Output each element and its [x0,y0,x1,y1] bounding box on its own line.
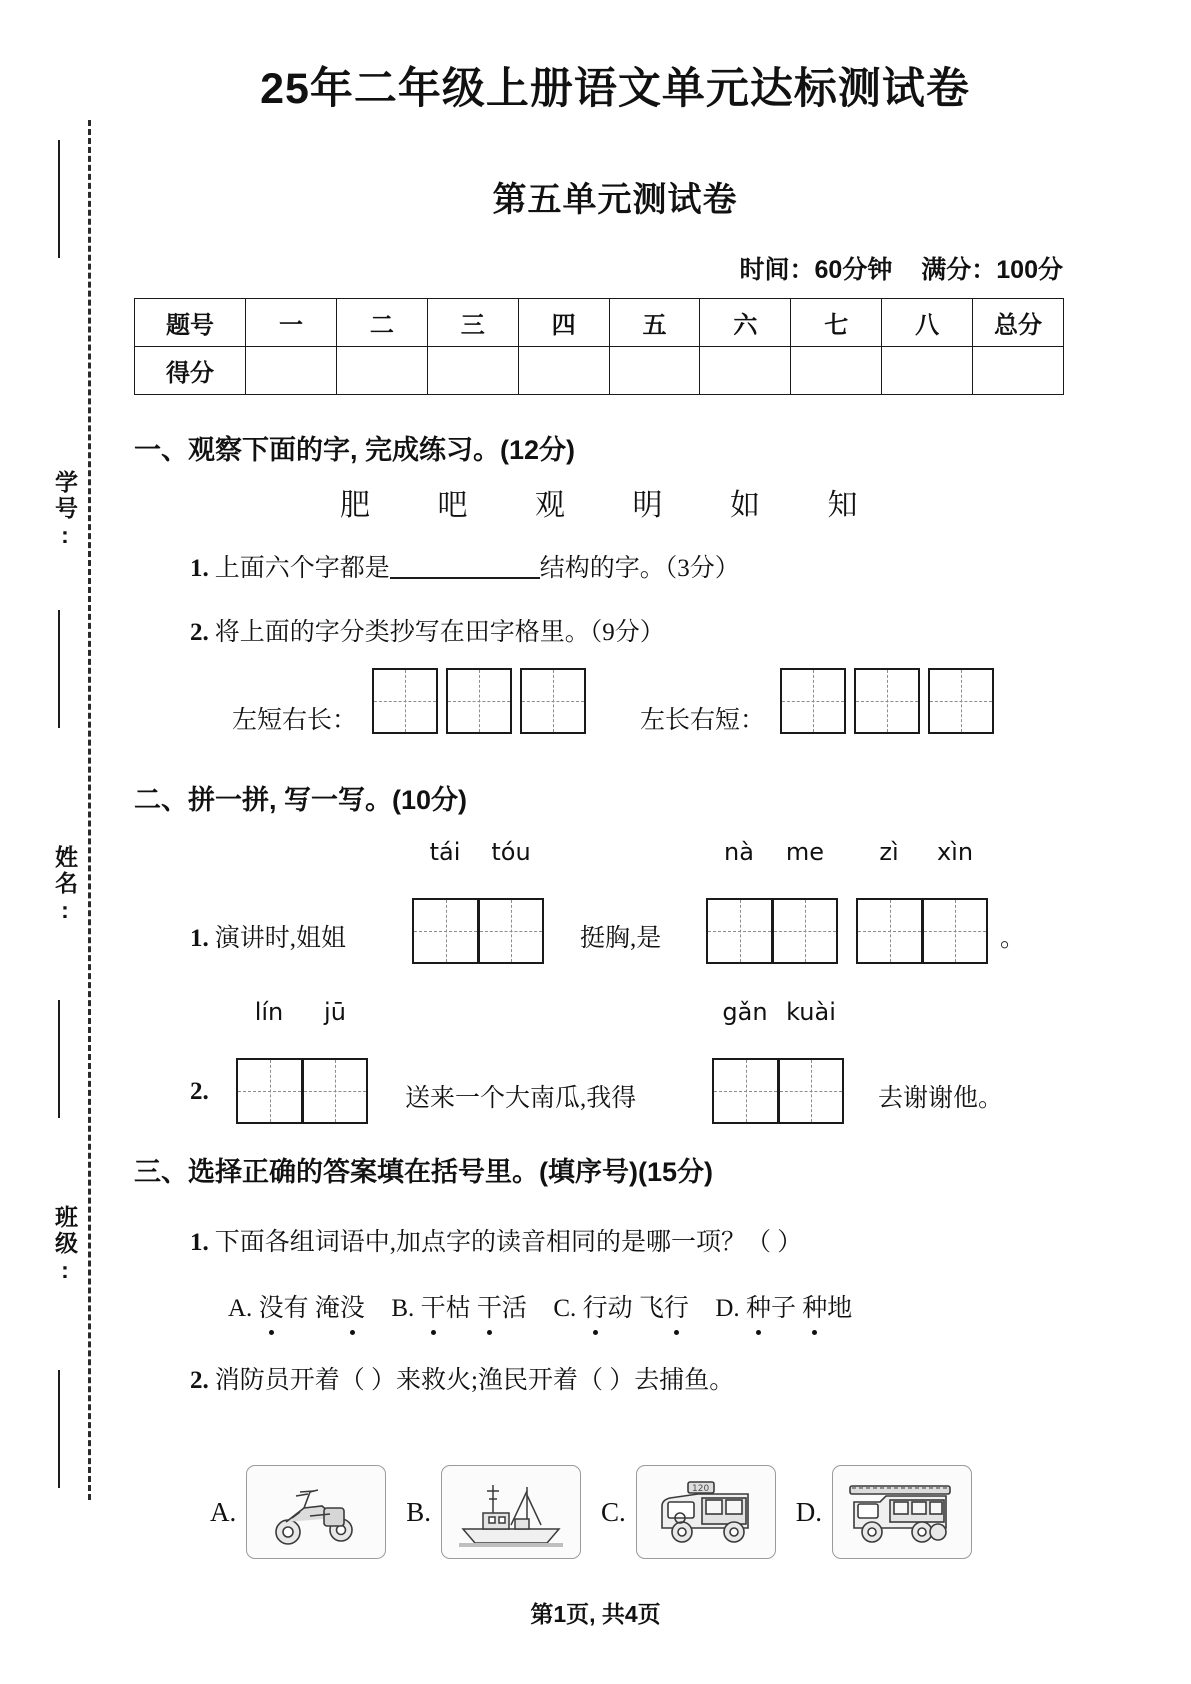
question-text: 送来一个大南瓜,我得 [405,1085,637,1112]
picture-option-d[interactable] [796,1465,972,1559]
score-col-8: 八 [882,299,973,347]
page-title: 25年二年级上册语文单元达标测试卷 [260,65,970,113]
option-letter: D. [795,1496,823,1527]
student-name-label: 姓名: [52,845,78,926]
picture-options-row [210,1465,992,1559]
score-col-6: 六 [700,299,791,347]
question-text-before: 上面六个字都是 [214,555,390,582]
section-2-question-1-text-end [1000,918,1025,954]
pinyin-syllable: tái [429,838,461,866]
total-score-label: 满分：100分 [921,256,1063,284]
score-cell-5[interactable] [609,347,700,395]
pinyin-syllable: zì [879,838,899,866]
grid-label-left-long-right-short: 左长右短： [640,707,766,734]
score-col-1: 一 [246,299,337,347]
score-col-4: 四 [518,299,609,347]
tianzige-group-na-me[interactable] [706,898,838,964]
question-text: 。 [1000,925,1026,952]
option-letter: B. [391,1295,415,1322]
tianzige-cell[interactable] [772,898,838,964]
question-text: 将上面的字分类抄写在田字格里。（9分） [214,619,665,646]
table-row-scores [135,347,1064,395]
score-cell-4[interactable] [518,347,609,395]
margin-rule [58,610,60,728]
pinyin-syllable: gǎn [722,998,768,1026]
grid-label-left-short-right-long: 左短右长： [232,707,358,734]
fire-truck-card[interactable] [832,1465,972,1559]
char-5: 如 [730,489,762,522]
section-2-question-2-number [190,1078,215,1106]
score-cell-8[interactable] [882,347,973,395]
dotted-char: 没 [259,1288,284,1324]
score-cell-6[interactable] [700,347,791,395]
plain-char: 淹 [314,1295,340,1322]
pinyin-syllable: nà [724,838,754,866]
char-6: 知 [827,489,860,522]
pinyin-syllable: jū [324,998,346,1026]
pinyin-syllable: lín [254,998,284,1026]
pinyin-lin-ju [236,998,368,1026]
picture-option-c[interactable] [601,1465,776,1559]
tianzige-cell[interactable] [372,668,438,734]
tianzige-cell[interactable] [520,668,586,734]
student-id-label: 学号: [52,470,78,551]
score-cell-total[interactable] [973,347,1064,395]
tianzige-cell[interactable] [856,898,922,964]
dotted-char: 种 [746,1288,771,1324]
plain-char: 地 [827,1295,853,1322]
score-cell-2[interactable] [336,347,427,395]
plain-char: 子 [770,1295,796,1322]
answer-blank[interactable] [390,577,540,579]
section-1-question-1 [190,548,740,584]
question-number: 2. [190,1078,209,1105]
pinyin-zi-xin [856,838,988,866]
margin-rule [58,1370,60,1488]
pinyin-na-me [706,838,838,866]
question-text: 消防员开着（ ）来救火;渔民开着（ ）去捕鱼。 [214,1367,735,1394]
score-col-5: 五 [609,299,700,347]
question-text: 下面各组词语中,加点字的读音相同的是哪一项？（ ） [214,1229,803,1256]
pinyin-gan-kuai [712,998,844,1026]
pinyin-syllable: kuài [786,998,836,1026]
score-col-2: 二 [336,299,427,347]
pinyin-syllable: xìn [936,838,974,866]
section-2-question-1-text-start [190,918,346,954]
option-letter: C. [601,1496,626,1527]
plain-char: 活 [501,1295,527,1322]
option-c[interactable] [553,1295,695,1322]
row-header-score: 得分 [135,347,246,395]
option-b[interactable] [391,1295,533,1322]
tianzige-cell[interactable] [446,668,512,734]
tianzige-cell[interactable] [854,668,920,734]
time-limit-label: 时间：60分钟 [739,256,893,284]
question-number: 1. [190,1229,209,1256]
score-table [134,298,1064,395]
question-text: 去谢谢他。 [878,1085,1004,1112]
tianzige-cell[interactable] [780,668,846,734]
motorcycle-card[interactable] [246,1465,386,1559]
section-3-heading: 三、选择正确的答案填在括号里。(填序号)(15分) [134,1157,713,1187]
score-cell-1[interactable] [246,347,337,395]
tianzige-cell[interactable] [778,1058,844,1124]
tianzige-group-lin-ju[interactable] [236,1058,368,1124]
tianzige-cell[interactable] [478,898,544,964]
cut-dashed-line [88,120,91,1500]
table-row-question-numbers [135,299,1064,347]
question-number: 2. [190,1367,209,1394]
dotted-char: 种 [802,1288,827,1324]
option-letter: C. [553,1295,577,1322]
dotted-char: 没 [340,1288,365,1324]
tianzige-group-gan-kuai[interactable] [712,1058,844,1124]
plain-char: 有 [283,1295,309,1322]
dotted-char: 行 [664,1288,689,1324]
plain-char: 动 [607,1295,633,1322]
margin-rule [58,1000,60,1118]
char-4: 明 [632,489,665,522]
page-subtitle: 第五单元测试卷 [492,181,738,219]
tianzige-group-zi-xin[interactable] [856,898,988,964]
score-col-3: 三 [427,299,518,347]
question-number: 1. [190,925,209,952]
section-3-question-1-options [228,1288,852,1324]
option-a[interactable] [228,1295,371,1322]
fire-truck-icon [840,1472,964,1552]
tianzige-cell[interactable] [706,898,772,964]
dotted-char: 干 [421,1288,446,1324]
picture-option-b[interactable] [406,1465,581,1559]
student-class-label: 班级: [52,1205,78,1286]
fishing-boat-card[interactable] [441,1465,581,1559]
row-header-question-no: 题号 [135,299,246,347]
question-text: 演讲时,姐姐 [214,925,347,952]
section-1-heading: 一、观察下面的字, 完成练习。(12分) [134,435,576,465]
tianzige-group-left-long-right-short[interactable] [780,668,994,734]
tianzige-cell[interactable] [928,668,994,734]
tianzige-group-tai-tou[interactable] [412,898,544,964]
svg-text:120: 120 [691,1484,709,1494]
dotted-char: 行 [583,1288,608,1324]
student-info-margin [0,0,110,1684]
option-letter: A. [210,1496,237,1527]
char-3: 观 [535,489,567,522]
pinyin-tai-tou [412,838,544,866]
ambulance-card[interactable] [636,1465,776,1559]
page-footer: 第1页, 共4页 [530,1601,661,1627]
ambulance-icon [644,1472,768,1552]
option-letter: A. [228,1295,253,1322]
score-cell-3[interactable] [427,347,518,395]
section-2-question-1-text-mid [580,918,661,954]
tianzige-cell[interactable] [712,1058,778,1124]
question-number: 2. [190,619,209,646]
section-3-question-1 [190,1222,802,1258]
option-letter: D. [715,1295,740,1322]
fishing-boat-icon [449,1471,573,1553]
tianzige-group-left-short-right-long[interactable] [372,668,586,734]
plain-char: 飞 [638,1295,664,1322]
dotted-char: 干 [477,1288,502,1324]
question-number: 1. [190,555,209,582]
section-1-character-row [340,480,860,524]
motorcycle-icon [256,1472,376,1552]
question-text-after: 结构的字。（3分） [539,555,740,582]
margin-rule [58,140,60,258]
score-col-7: 七 [791,299,882,347]
section-2-heading: 二、拼一拼, 写一写。(10分) [134,785,468,815]
tianzige-cell[interactable] [236,1058,302,1124]
plain-char: 枯 [445,1295,471,1322]
option-d[interactable] [715,1295,852,1322]
tianzige-cell[interactable] [412,898,478,964]
option-letter: B. [406,1496,432,1527]
tianzige-cell[interactable] [922,898,988,964]
pinyin-syllable: me [785,838,825,866]
char-1: 肥 [340,489,372,522]
char-2: 吧 [437,489,470,522]
exam-meta [740,250,1063,286]
score-cell-7[interactable] [791,347,882,395]
section-2-question-2-text-mid [405,1078,636,1114]
score-col-total: 总分 [973,299,1064,347]
picture-option-a[interactable] [210,1465,386,1559]
section-3-question-2 [190,1360,734,1396]
section-2-question-2-text-end [878,1078,1003,1114]
question-text: 挺胸,是 [580,925,662,952]
pinyin-syllable: tóu [491,838,531,866]
section-1-question-2 [190,612,665,648]
tianzige-cell[interactable] [302,1058,368,1124]
